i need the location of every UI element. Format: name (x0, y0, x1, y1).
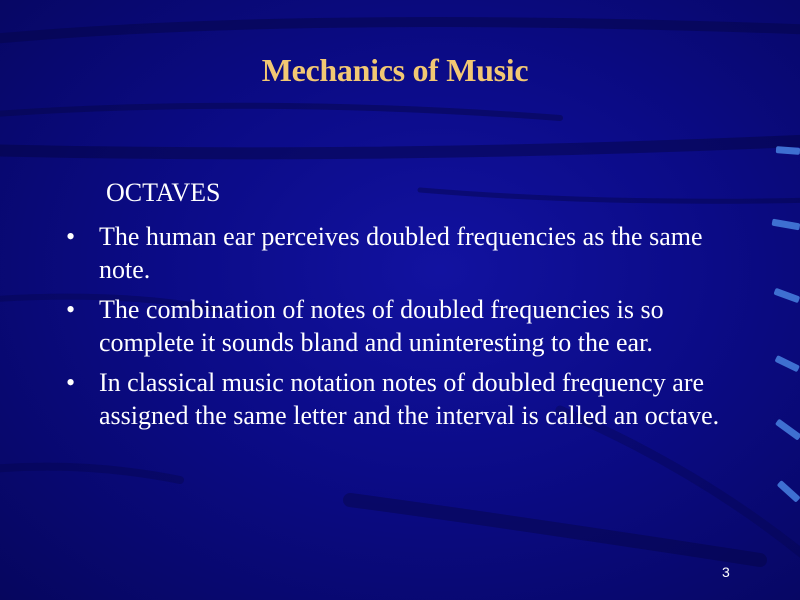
accent-mark (772, 219, 800, 231)
bullet-text: The human ear perceives doubled frequencies as the same note. (99, 222, 703, 284)
background-streak (350, 500, 760, 560)
background-streak (0, 106, 560, 118)
bullet-marker: • (66, 222, 76, 251)
bullet-item (58, 366, 738, 432)
background-streak (0, 22, 800, 40)
accent-mark (773, 288, 800, 303)
bullet-text: The combination of notes of doubled frequencies is so complete it sounds bland and uninteresting to the ear. (99, 295, 664, 357)
bullet-marker: • (66, 368, 76, 397)
bullet-marker: • (66, 295, 76, 324)
bullet-item (58, 293, 738, 359)
background-streak (0, 467, 180, 480)
bullet-item (58, 220, 738, 286)
slide-title: Mechanics of Music (261, 52, 529, 88)
background-streak (0, 140, 800, 153)
accent-mark (777, 480, 800, 503)
page-number: 3 (722, 564, 730, 580)
bullet-list (58, 220, 738, 439)
bullet-text: In classical music notation notes of doubled frequency are assigned the same letter and the interval is called an octave. (99, 368, 720, 430)
accent-mark (774, 355, 800, 372)
accent-mark (776, 146, 800, 155)
background-streak (420, 190, 800, 201)
section-heading: OCTAVES (106, 178, 221, 207)
accent-mark (775, 419, 800, 441)
